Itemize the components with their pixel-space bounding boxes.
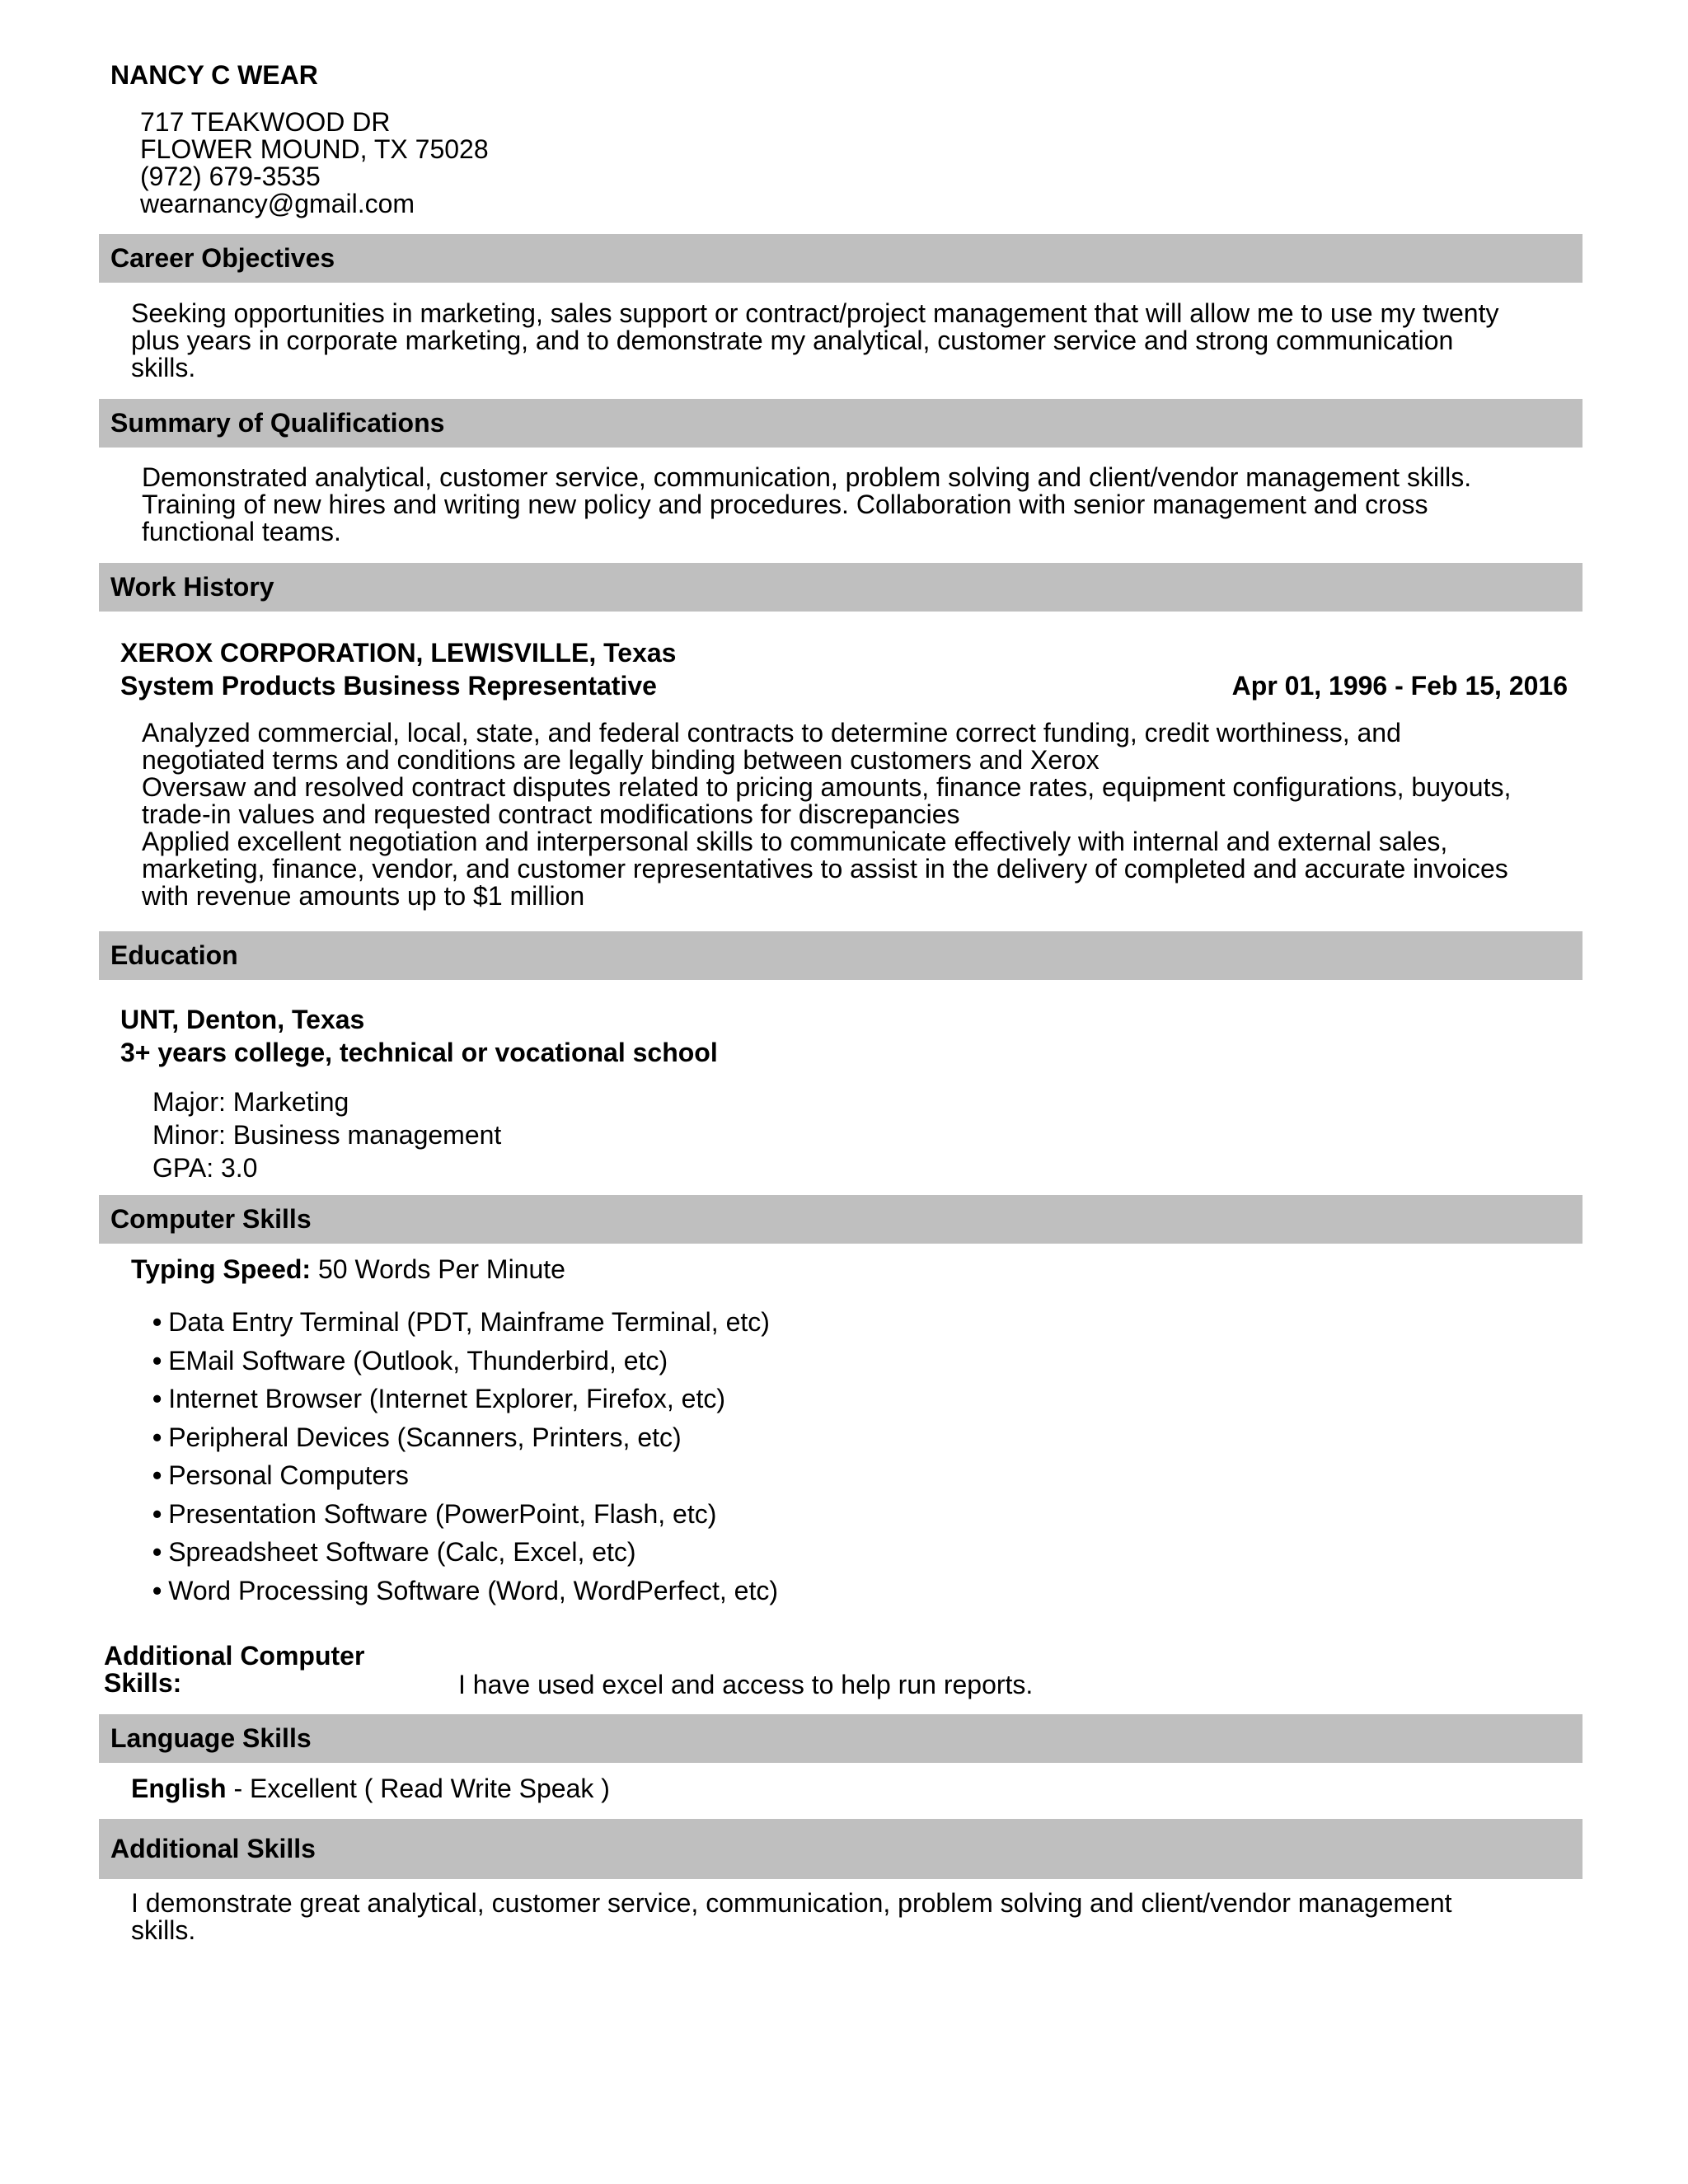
- section-header-education: Education: [99, 931, 1582, 980]
- label-line: Skills:: [104, 1668, 182, 1698]
- education-major: Major: Marketing: [152, 1087, 349, 1117]
- additional-computer-skills-value: I have used excel and access to help run reports.: [458, 1670, 1034, 1699]
- contact-block: [140, 109, 489, 218]
- text-line: trade-in values and requested contract modifications for discrepancies: [142, 799, 960, 829]
- text-line: Analyzed commercial, local, state, and federal contracts to determine correct funding, credit worthiness, and: [142, 718, 1401, 748]
- bullet: •: [152, 1460, 162, 1490]
- skill-label: Spreadsheet Software (Calc, Excel, etc): [168, 1537, 636, 1567]
- text-line: Applied excellent negotiation and interpersonal skills to communicate effectively with internal and external sales,: [142, 827, 1448, 856]
- text-line: I demonstrate great analytical, customer service, communication, problem solving and client/vendor management: [131, 1888, 1452, 1918]
- language-proficiency: - Excellent ( Read Write Speak ): [226, 1774, 610, 1803]
- text-line: skills.: [131, 353, 196, 382]
- skill-label: Personal Computers: [168, 1460, 409, 1490]
- email-address: wearnancy@gmail.com: [140, 189, 415, 218]
- skill-label: Presentation Software (PowerPoint, Flash, etc): [168, 1498, 717, 1529]
- list-item: [152, 1385, 778, 1424]
- text-line: Demonstrated analytical, customer service, communication, problem solving and client/vendor management skills.: [142, 462, 1472, 492]
- typing-speed: [131, 1254, 565, 1285]
- bullet: •: [152, 1384, 162, 1413]
- text-line: skills.: [131, 1915, 196, 1945]
- section-header-work-history: Work History: [99, 563, 1582, 612]
- list-item: [152, 1498, 778, 1540]
- language-name: English: [131, 1774, 227, 1803]
- career-objectives-text: [131, 300, 1498, 382]
- job-title: System Products Business Representative: [120, 671, 657, 701]
- education-minor: Minor: Business management: [152, 1120, 502, 1150]
- skill-label: Data Entry Terminal (PDT, Mainframe Terminal, etc): [168, 1307, 770, 1337]
- list-item: [152, 1309, 778, 1347]
- work-history-duties: [142, 719, 1511, 910]
- section-header-career-objectives: Career Objectives: [99, 234, 1582, 283]
- text-line: Oversaw and resolved contract disputes related to pricing amounts, finance rates, equipment configurations, buyouts,: [142, 772, 1512, 802]
- computer-skills-list: [152, 1309, 778, 1615]
- employment-dates: Apr 01, 1996 - Feb 15, 2016: [1231, 671, 1568, 701]
- employer-name: XEROX CORPORATION, LEWISVILLE, Texas: [120, 638, 677, 668]
- skill-label: Word Processing Software (Word, WordPerfect, etc): [168, 1575, 779, 1605]
- text-line: negotiated terms and conditions are legally binding between customers and Xerox: [142, 745, 1100, 775]
- address-line-2: FLOWER MOUND, TX 75028: [140, 134, 489, 164]
- text-line: functional teams.: [142, 517, 341, 546]
- text-line: plus years in corporate marketing, and to demonstrate my analytical, customer service and strong communication: [131, 326, 1454, 355]
- phone-number: (972) 679-3535: [140, 162, 321, 191]
- list-item: [152, 1577, 778, 1616]
- label-line: Additional Computer: [104, 1641, 365, 1671]
- typing-speed-value: 50 Words Per Minute: [317, 1254, 565, 1284]
- qualifications-text: [142, 464, 1471, 546]
- additional-skills-text: [131, 1890, 1452, 1944]
- list-item: [152, 1539, 778, 1577]
- section-header-computer-skills: Computer Skills: [99, 1195, 1582, 1244]
- applicant-name: NANCY C WEAR: [110, 60, 318, 90]
- degree-level: 3+ years college, technical or vocational school: [120, 1038, 718, 1067]
- bullet: •: [152, 1307, 162, 1337]
- section-header-additional-skills: Additional Skills: [99, 1819, 1582, 1879]
- list-item: [152, 1347, 778, 1386]
- bullet: •: [152, 1345, 162, 1376]
- list-item: [152, 1424, 778, 1463]
- school-name: UNT, Denton, Texas: [120, 1005, 365, 1034]
- skill-label: Internet Browser (Internet Explorer, Firefox, etc): [168, 1384, 726, 1413]
- education-gpa: GPA: 3.0: [152, 1153, 258, 1183]
- bullet: •: [152, 1422, 162, 1452]
- list-item: [152, 1462, 778, 1501]
- text-line: marketing, finance, vendor, and customer representatives to assist in the delivery of completed and accurate invoices: [142, 854, 1508, 883]
- additional-computer-skills-label: [104, 1643, 364, 1697]
- typing-speed-label: Typing Speed:: [131, 1254, 312, 1284]
- section-header-qualifications: Summary of Qualifications: [99, 399, 1582, 448]
- bullet: •: [152, 1537, 162, 1567]
- bullet: •: [152, 1498, 162, 1529]
- text-line: Training of new hires and writing new policy and procedures. Collaboration with senior management and cross: [142, 490, 1428, 519]
- text-line: with revenue amounts up to $1 million: [142, 881, 585, 911]
- language-entry: [131, 1774, 610, 1804]
- section-header-language-skills: Language Skills: [99, 1714, 1582, 1763]
- text-line: Seeking opportunities in marketing, sales support or contract/project management that will allow me to use my twenty: [131, 298, 1499, 328]
- bullet: •: [152, 1575, 162, 1605]
- skill-label: EMail Software (Outlook, Thunderbird, etc): [168, 1345, 668, 1376]
- skill-label: Peripheral Devices (Scanners, Printers, etc): [168, 1422, 682, 1452]
- address-line-1: 717 TEAKWOOD DR: [140, 107, 391, 137]
